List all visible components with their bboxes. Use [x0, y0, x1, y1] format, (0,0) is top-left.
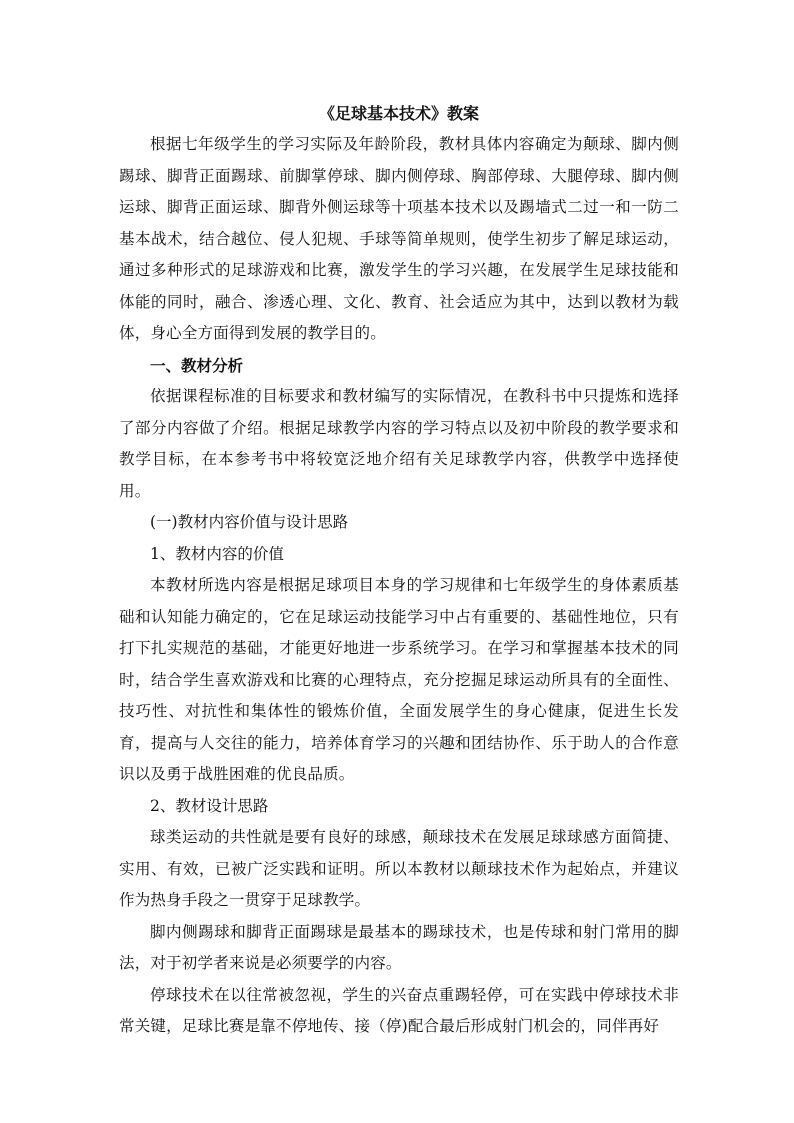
item-paragraph-design-2: 脚内侧踢球和脚背正面踢球是最基本的踢球技术，也是传球和射门常用的脚法，对于初学者来说是必须要学的内容。: [119, 922, 679, 972]
section-heading-textbook-analysis: 一、教材分析: [150, 355, 244, 375]
subsection-heading: (一)教材内容价值与设计思路: [150, 513, 349, 531]
item-heading-design: 2、教材设计思路: [150, 796, 269, 815]
document-title: 《足球基本技术》教案: [318, 104, 479, 123]
item-paragraph-design-1: 球类运动的共性就是要有良好的球感，颠球技术在发展足球球感方面简捷、实用、有效，已被广泛实践和证明。所以本教材以颠球技术作为起始点，并建议作为热身手段之一贯穿于足球教学。: [119, 828, 679, 909]
document-body: [119, 98, 679, 1043]
item-heading-value: 1、教材内容的价值: [150, 544, 284, 563]
section-paragraph: 依据课程标准的目标要求和教材编写的实际情况，在教科书中只提炼和选择了部分内容做了介绍。根据足球教学内容的学习特点以及初中阶段的教学要求和教学目标，在本参考书中将较宽泛地介绍有关足球教学内容，供教学中选择使用。: [119, 387, 679, 500]
intro-paragraph: 根据七年级学生的学习实际及年龄阶段，教材具体内容确定为颠球、脚内侧踢球、脚背正面踢球、前脚掌停球、脚内侧停球、胸部停球、大腿停球、脚内侧运球、脚背正面运球、脚背外侧运球等十项基本技术以及踢墙式二过一和一防二基本战术，结合越位、侵人犯规、手球等简单规则，使学生初步了解足球运动，通过多种形式的足球游戏和比赛，激发学生的学习兴趣，在发展学生足球技能和体能的同时，融合、渗透心理、文化、教育、社会适应为其中，达到以教材为载体，身心全方面得到发展的教学目的。: [119, 135, 679, 342]
item-paragraph-design-3: 停球技术在以往常被忽视，学生的兴奋点重踢轻停，可在实践中停球技术非常关键，足球比赛是靠不停地传、接（停)配合最后形成射门机会的，同伴再好: [119, 985, 679, 1035]
item-paragraph-value: 本教材所选内容是根据足球项目本身的学习规律和七年级学生的身体素质基础和认知能力确定的，它在足球运动技能学习中占有重要的、基础性地位，只有打下扎实规范的基础，才能更好地进一步系统学习。在学习和掌握基本技术的同时，结合学生喜欢游戏和比赛的心理特点，充分挖掘足球运动所具有的全面性、技巧性、对抗性和集体性的锻炼价值，全面发展学生的身心健康，促进生长发育，提高与人交往的能力，培养体育学习的兴趣和团结协作、乐于助人的合作意识以及勇于战胜困难的优良品质。: [119, 576, 679, 783]
